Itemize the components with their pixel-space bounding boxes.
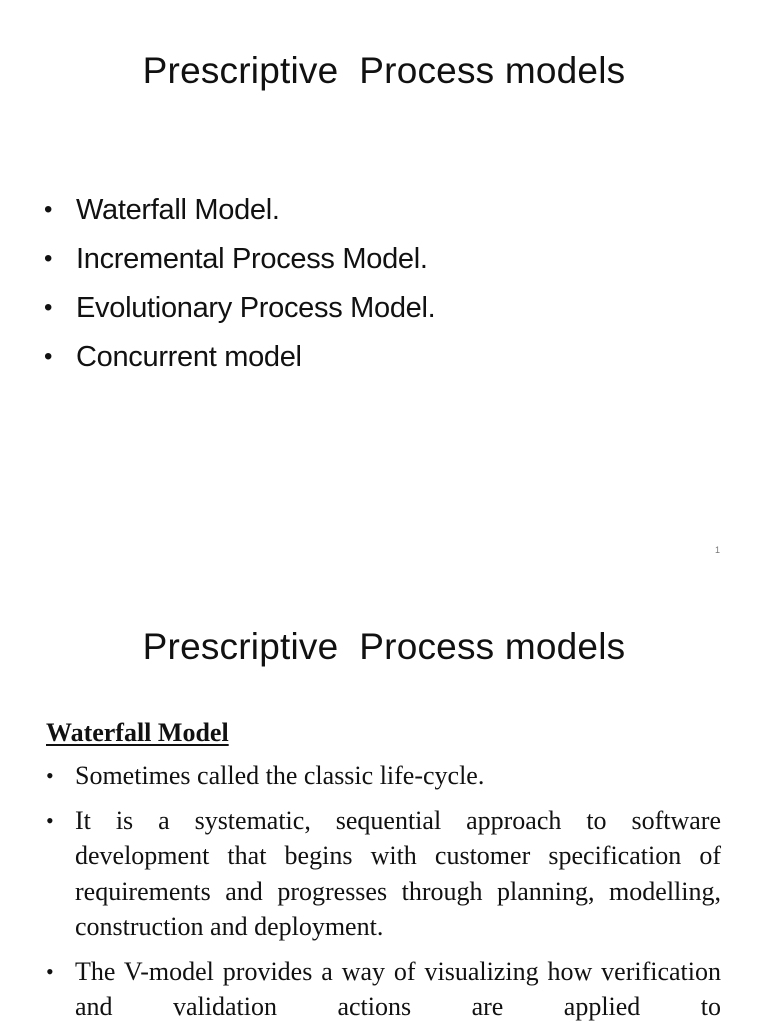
- bullet-icon: •: [46, 958, 54, 984]
- list-item: [42, 193, 435, 242]
- process-model-list: [42, 193, 435, 389]
- list-item: [44, 954, 721, 1024]
- list-item-text: Waterfall Model.: [76, 194, 280, 226]
- waterfall-description-list: [44, 758, 721, 1024]
- list-item: [42, 340, 435, 389]
- list-item: [44, 803, 721, 945]
- slide-title: Prescriptive Process models: [142, 626, 626, 667]
- list-item-text: The V-model provides a way of visualizing how verification and validation actions are applied to: [75, 956, 721, 1021]
- list-item-text: Evolutionary Process Model.: [76, 292, 436, 324]
- bullet-icon: •: [44, 245, 53, 272]
- slide-title: Prescriptive Process models: [142, 50, 626, 91]
- bullet-icon: •: [44, 196, 53, 223]
- bullet-icon: •: [44, 294, 53, 321]
- list-item-text: It is a systematic, sequential approach to software development that begins with customer specification of requirements and progresses through planning, modelling, construction and deployment.: [75, 805, 721, 941]
- bullet-icon: •: [46, 807, 54, 833]
- bullet-icon: •: [46, 763, 54, 788]
- list-item-text: Sometimes called the classic life-cycle.: [75, 761, 485, 790]
- page-number: 1: [714, 545, 720, 555]
- list-item-text: Incremental Process Model.: [76, 243, 428, 275]
- list-item: [44, 758, 721, 794]
- section-heading: Waterfall Model: [46, 718, 229, 747]
- bullet-icon: •: [44, 343, 53, 370]
- list-item: [42, 242, 435, 291]
- list-item-text: Concurrent model: [76, 341, 302, 373]
- slide-2: [0, 578, 768, 1024]
- list-item: [42, 291, 435, 340]
